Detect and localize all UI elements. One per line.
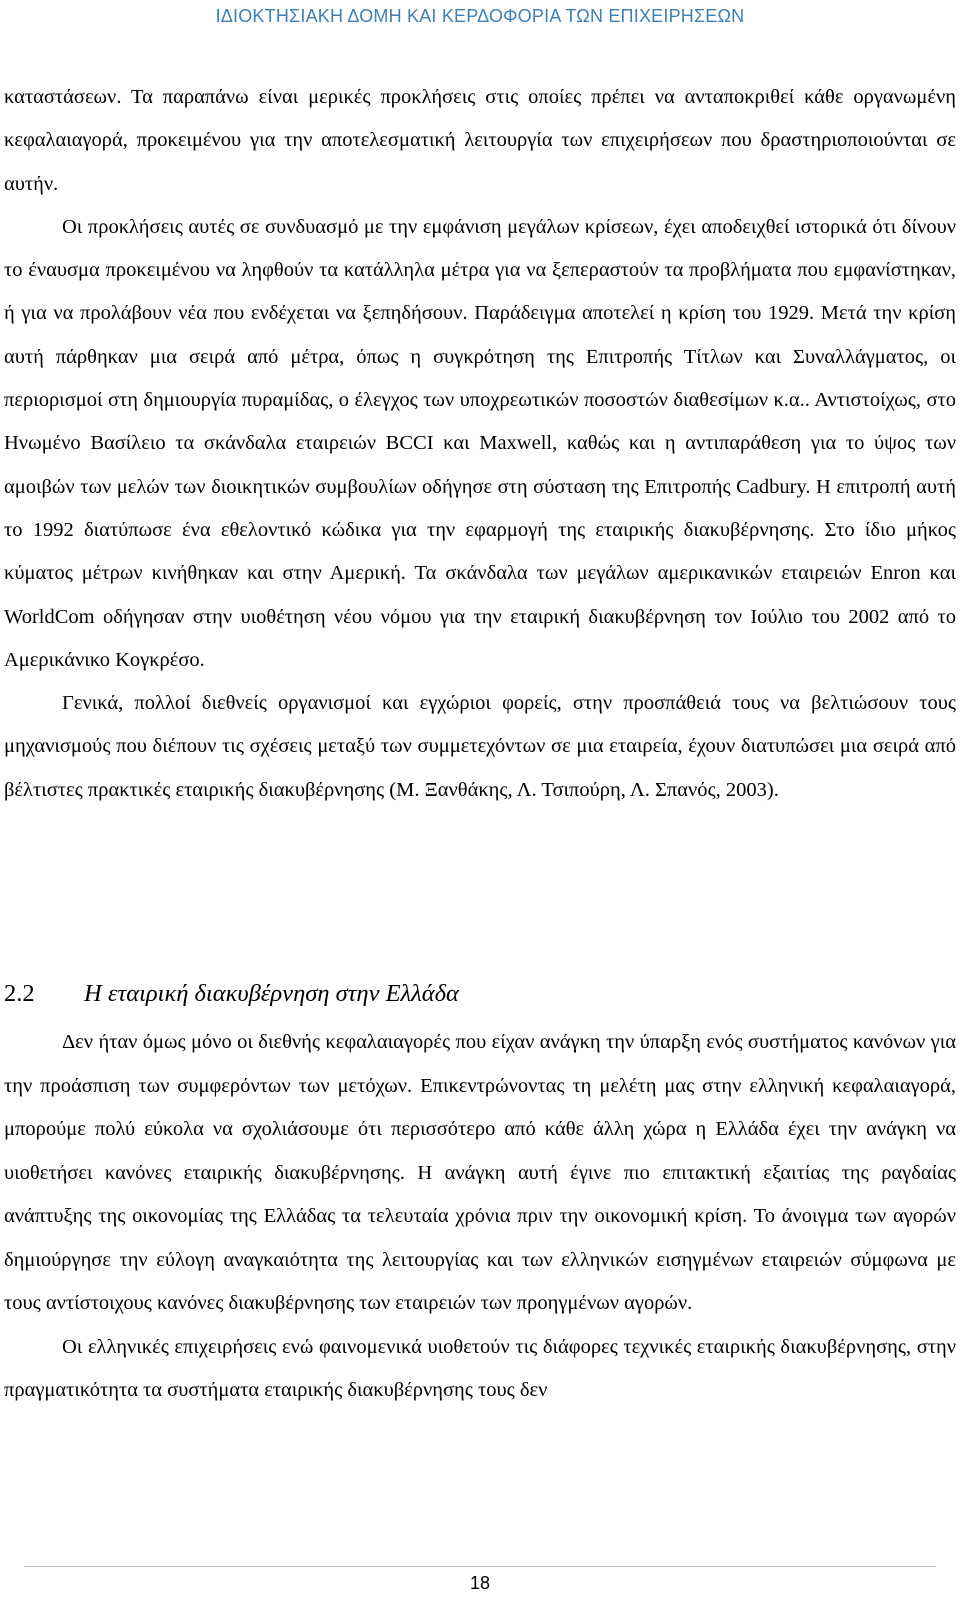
- paragraph: καταστάσεων. Τα παραπάνω είναι μερικές προκλήσεις στις οποίες πρέπει να ανταποκριθεί κάθε οργανωμένη κεφαλαιαγορά, προκειμένου για την αποτελεσματική λειτουργία των επιχειρήσεων που δραστηριοποιούνται σε αυτήν.: [4, 86, 956, 195]
- footer-divider: [24, 1566, 936, 1567]
- running-header: ΙΔΙΟΚΤΗΣΙΑΚΗ ΔΟΜΗ ΚΑΙ ΚΕΡΔΟΦΟΡΙΑ ΤΩΝ ΕΠΙΧΕΙΡΗΣΕΩΝ: [215, 6, 745, 26]
- page-number: 18: [469, 1573, 491, 1593]
- paragraph: Γενικά, πολλοί διεθνείς οργανισμοί και εγχώριοι φορείς, στην προσπάθειά τους να βελτιώσουν τους μηχανισμούς που διέπουν τις σχέσεις μεταξύ των συμμετεχόντων σε μια εταιρεία, έχουν διατυπώσει μια σειρά από βέλτιστες πρακτικές εταιρικής διακυβέρνησης (Μ. Ξανθάκης, Λ. Τσιπούρη, Λ. Σπανός, 2003).: [4, 692, 956, 801]
- body-text: [4, 76, 956, 812]
- paragraph: Οι προκλήσεις αυτές σε συνδυασμό με την εμφάνιση μεγάλων κρίσεων, έχει αποδειχθεί ιστορικά ότι δίνουν το έναυσμα προκειμένου να ληφθούν τα κατάλληλα μέτρα για να ξεπεραστούν τα προβλήματα που εμφανίστηκαν, ή για να προλάβουν νέα που ενδέχεται να ξεπηδήσουν. Παράδειγμα αποτελεί η κρίση του 1929. Μετά την κρίση αυτή πάρθηκαν μια σειρά από μέτρα, όπως η συγκρότηση της Επιτροπής Τίτλων και Συναλλάγματος, οι περιορισμοί στη δημιουργία πυραμίδας, ο έλεγχος των υποχρεωτικών ποσοστών διαθεσίμων κ.α.. Αντιστοίχως, στο Ηνωμένο Βασίλειο τα σκάνδαλα εταιρειών BCCI και Maxwell, καθώς και η αντιπαράθεση για το ύψος των αμοιβών των μελών των διοικητικών συμβουλίων οδήγησε στη σύσταση της Επιτροπής Cadbury. Η επιτροπή αυτή το 1992 διατύπωσε ένα εθελοντικό κώδικα για την εφαρμογή της εταιρικής διακυβέρνησης. Στο ίδιο μήκος κύματος μέτρων κινήθηκαν και στην Αμερική. Τα σκάνδαλα των μεγάλων αμερικανικών εταιρειών Enron και WorldCom οδήγησαν στην υιοθέτηση νέου νόμου για την εταιρική διακυβέρνηση τον Ιούλιο του 2002 από το Αμερικάνικο Κογκρέσο.: [4, 215, 956, 671]
- section-title: Η εταιρική διακυβέρνηση στην Ελλάδα: [84, 980, 459, 1007]
- section-heading: [4, 980, 956, 1008]
- paragraph: Δεν ήταν όμως μόνο οι διεθνής κεφαλαιαγορές που είχαν ανάγκη την ύπαρξη ενός συστήματος κανόνων για την προάσπιση των συμφερόντων των μετόχων. Επικεντρώνοντας τη μελέτη μας στην ελληνική κεφαλαιαγορά, μπορούμε πολύ εύκολα να σχολιάσουμε ότι περισσότερο από κάθε άλλη χώρα η Ελλάδα έχει την ανάγκη να υιοθετήσει κανόνες εταιρικής διακυβέρνησης. Η ανάγκη αυτή έγινε πιο επιτακτική εξαιτίας της ραγδαίας ανάπτυξης της οικονομίας της Ελλάδας τα τελευταία χρόνια πριν την οικονομική κρίση. Το άνοιγμα των αγορών δημιούργησε την εύλογη αναγκαιότητα της λειτουργίας και των ελληνικών εισηγμένων εταιρειών σύμφωνα με τους αντίστοιχους κανόνες διακυβέρνησης των εταιρειών των προηγμένων αγορών.: [4, 1031, 956, 1314]
- section-body-text: [4, 1021, 956, 1413]
- section-number: 2.2: [4, 980, 35, 1007]
- paragraph: Οι ελληνικές επιχειρήσεις ενώ φαινομενικά υιοθετούν τις διάφορες τεχνικές εταιρικής διακυβέρνησης, στην πραγματικότητα τα συστήματα εταιρικής διακυβέρνησης τους δεν: [4, 1335, 956, 1401]
